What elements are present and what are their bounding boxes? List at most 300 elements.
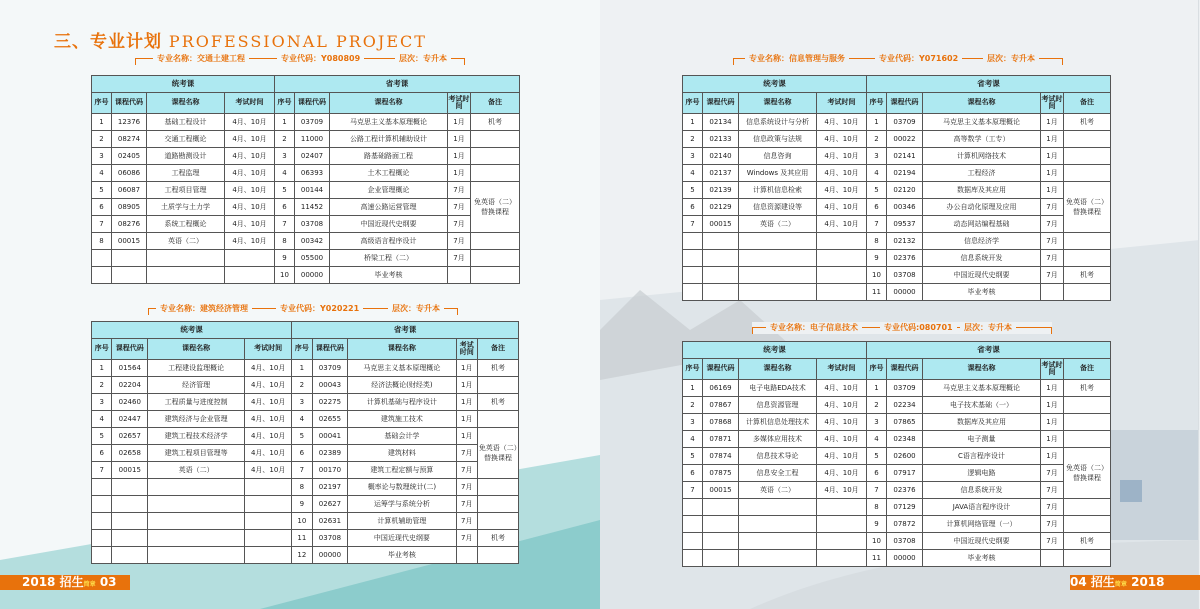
unified-header: 统考课 bbox=[683, 76, 867, 93]
provincial-cell: 土木工程概论 bbox=[330, 165, 448, 182]
footer-right-label: 招生 bbox=[1090, 575, 1115, 589]
note-cell bbox=[471, 148, 520, 165]
unified-cell: 07874 bbox=[703, 448, 739, 465]
unified-cell: 02405 bbox=[112, 148, 147, 165]
col-time: 考试时间 bbox=[245, 339, 292, 360]
unified-cell: 2 bbox=[92, 377, 112, 394]
unified-cell: 02460 bbox=[112, 394, 148, 411]
unified-cell: 02129 bbox=[703, 199, 739, 216]
provincial-cell: 电子技术基础（一） bbox=[923, 397, 1041, 414]
unified-cell: 01564 bbox=[112, 360, 148, 377]
note-cell bbox=[1064, 233, 1111, 250]
unified-cell: 工程项目管理 bbox=[147, 182, 225, 199]
table-row bbox=[683, 199, 1111, 216]
unified-cell: 02140 bbox=[703, 148, 739, 165]
table-row bbox=[92, 216, 520, 233]
table-row bbox=[683, 431, 1111, 448]
provincial-cell: 7月 bbox=[456, 445, 477, 462]
unified-cell bbox=[92, 547, 112, 564]
table-row bbox=[683, 250, 1111, 267]
provincial-cell: 11000 bbox=[295, 131, 330, 148]
unified-cell bbox=[703, 233, 739, 250]
provincial-cell: 02655 bbox=[312, 411, 348, 428]
unified-cell: 4月、10月 bbox=[225, 148, 275, 165]
unified-cell: 计算机信息检索 bbox=[739, 182, 817, 199]
provincial-cell: 9 bbox=[867, 516, 887, 533]
provincial-cell: 7月 bbox=[456, 462, 477, 479]
unified-cell: 英语（二） bbox=[147, 233, 225, 250]
footer-left bbox=[22, 575, 117, 592]
provincial-cell: 3 bbox=[867, 414, 887, 431]
col-note: 备注 bbox=[471, 93, 520, 114]
unified-header: 统考课 bbox=[92, 76, 275, 93]
note-cell bbox=[1064, 499, 1111, 516]
unified-header: 统考课 bbox=[92, 322, 292, 339]
table-row bbox=[92, 394, 519, 411]
unified-cell: 工程质量与进度控制 bbox=[148, 394, 245, 411]
table-row bbox=[683, 533, 1111, 550]
provincial-cell: JAVA语言程序设计 bbox=[923, 499, 1041, 516]
provincial-cell: 计算机辅助管理 bbox=[348, 513, 456, 530]
unified-cell: 02133 bbox=[703, 131, 739, 148]
plan-major-2: 专业名称：信息管理与服务 bbox=[745, 53, 849, 64]
unified-cell: 工程监理 bbox=[147, 165, 225, 182]
provincial-cell: 中国近现代史纲要 bbox=[923, 533, 1041, 550]
table-row bbox=[92, 445, 519, 462]
table-row bbox=[92, 479, 519, 496]
provincial-cell: 概率论与数理统计(二) bbox=[348, 479, 456, 496]
unified-cell bbox=[112, 479, 148, 496]
note-cell: 机考 bbox=[1064, 267, 1111, 284]
note-cell: 机考 bbox=[471, 114, 520, 131]
table-row bbox=[92, 250, 520, 267]
provincial-cell: 7月 bbox=[1041, 499, 1064, 516]
unified-cell bbox=[703, 550, 739, 567]
unified-cell: 00015 bbox=[703, 482, 739, 499]
unified-cell: 4月、10月 bbox=[817, 114, 867, 131]
note-cell bbox=[1064, 414, 1111, 431]
provincial-cell: 1月 bbox=[1041, 380, 1064, 397]
unified-cell bbox=[148, 513, 245, 530]
provincial-cell: 毕业考核 bbox=[923, 284, 1041, 301]
unified-cell bbox=[683, 284, 703, 301]
table-row bbox=[92, 114, 520, 131]
col-no: 序号 bbox=[867, 93, 887, 114]
unified-cell: 4月、10月 bbox=[225, 182, 275, 199]
table-row bbox=[683, 131, 1111, 148]
unified-cell bbox=[92, 479, 112, 496]
provincial-cell: 桥梁工程（二） bbox=[330, 250, 448, 267]
provincial-cell: 1 bbox=[867, 380, 887, 397]
provincial-cell: 7月 bbox=[456, 496, 477, 513]
unified-cell bbox=[739, 550, 817, 567]
provincial-cell: 数据库及其应用 bbox=[923, 182, 1041, 199]
provincial-cell: 02120 bbox=[887, 182, 923, 199]
note-cell bbox=[1064, 550, 1111, 567]
provincial-cell: 毕业考核 bbox=[330, 267, 448, 284]
col-code: 课程代码 bbox=[887, 93, 923, 114]
plan-table-0 bbox=[91, 75, 520, 284]
provincial-cell: 10 bbox=[867, 533, 887, 550]
provincial-cell: 马克思主义基本原理概论 bbox=[923, 114, 1041, 131]
unified-cell: 12376 bbox=[112, 114, 147, 131]
provincial-cell: 7月 bbox=[456, 513, 477, 530]
unified-cell bbox=[739, 516, 817, 533]
note-cell bbox=[1064, 516, 1111, 533]
unified-cell: 英语（二） bbox=[148, 462, 245, 479]
unified-cell: 信息资源管理 bbox=[739, 397, 817, 414]
unified-cell: 4月、10月 bbox=[245, 394, 292, 411]
provincial-cell: 1月 bbox=[448, 131, 471, 148]
provincial-cell: 毕业考核 bbox=[923, 550, 1041, 567]
col-note: 备注 bbox=[1064, 359, 1111, 380]
unified-cell: 计算机信息处理技术 bbox=[739, 414, 817, 431]
provincial-cell: 03709 bbox=[887, 114, 923, 131]
provincial-cell: 2 bbox=[292, 377, 312, 394]
provincial-cell: 11 bbox=[867, 284, 887, 301]
unified-cell: 2 bbox=[92, 131, 112, 148]
provincial-cell: 建筑材料 bbox=[348, 445, 456, 462]
unified-cell bbox=[225, 267, 275, 284]
provincial-cell: 2 bbox=[867, 397, 887, 414]
note-cell bbox=[478, 496, 519, 513]
unified-cell bbox=[92, 267, 112, 284]
provincial-cell: 00144 bbox=[295, 182, 330, 199]
unified-cell: 4 bbox=[92, 165, 112, 182]
unified-cell: 2 bbox=[683, 397, 703, 414]
unified-cell: 3 bbox=[683, 148, 703, 165]
provincial-cell: 3 bbox=[867, 148, 887, 165]
table-row bbox=[683, 550, 1111, 567]
footer-right-sub: 简章 bbox=[1114, 581, 1127, 588]
unified-cell: 02137 bbox=[703, 165, 739, 182]
unified-cell: 建筑经济与企业管理 bbox=[148, 411, 245, 428]
heading-title: 专业计划 bbox=[90, 32, 162, 52]
provincial-cell: 8 bbox=[867, 499, 887, 516]
provincial-cell: 9 bbox=[275, 250, 295, 267]
col-name: 课程名称 bbox=[148, 339, 245, 360]
provincial-cell: 高等数学（工专） bbox=[923, 131, 1041, 148]
provincial-cell: 1月 bbox=[456, 428, 477, 445]
unified-cell: 信息安全工程 bbox=[739, 465, 817, 482]
provincial-cell: 5 bbox=[292, 428, 312, 445]
unified-cell: 00015 bbox=[703, 216, 739, 233]
unified-cell bbox=[245, 547, 292, 564]
col-exam-time: 考试时间 bbox=[456, 339, 477, 360]
unified-cell bbox=[112, 267, 147, 284]
unified-cell bbox=[703, 284, 739, 301]
provincial-cell: 4 bbox=[275, 165, 295, 182]
col-no: 序号 bbox=[867, 359, 887, 380]
provincial-cell: 02348 bbox=[887, 431, 923, 448]
heading-number: 三、 bbox=[54, 32, 90, 52]
plan-level-1: 层次：专升本 bbox=[388, 303, 444, 314]
provincial-cell: 3 bbox=[275, 148, 295, 165]
col-no: 序号 bbox=[683, 359, 703, 380]
provincial-cell: 1月 bbox=[456, 394, 477, 411]
note-cell: 机考 bbox=[1064, 380, 1111, 397]
col-code: 课程代码 bbox=[703, 93, 739, 114]
table-row bbox=[683, 482, 1111, 499]
table-row bbox=[92, 360, 519, 377]
provincial-cell: 9 bbox=[292, 496, 312, 513]
unified-cell bbox=[683, 516, 703, 533]
unified-cell: 系统工程概论 bbox=[147, 216, 225, 233]
provincial-cell: 中国近现代史纲要 bbox=[348, 530, 456, 547]
plan-info-line-3 bbox=[752, 322, 1052, 334]
unified-cell: 4月、10月 bbox=[245, 462, 292, 479]
table-row bbox=[92, 377, 519, 394]
unified-cell: 02447 bbox=[112, 411, 148, 428]
unified-cell bbox=[739, 533, 817, 550]
provincial-cell: 1月 bbox=[1041, 182, 1064, 199]
provincial-cell: 7月 bbox=[1041, 267, 1064, 284]
provincial-cell: 7月 bbox=[456, 530, 477, 547]
provincial-cell: 7 bbox=[867, 482, 887, 499]
unified-cell bbox=[739, 250, 817, 267]
provincial-cell: 动态网站编程基础 bbox=[923, 216, 1041, 233]
provincial-cell: 7月 bbox=[1041, 250, 1064, 267]
unified-cell bbox=[683, 499, 703, 516]
provincial-cell: 数据库及其应用 bbox=[923, 414, 1041, 431]
unified-cell: 3 bbox=[683, 414, 703, 431]
provincial-header: 省考课 bbox=[275, 76, 520, 93]
col-note: 备注 bbox=[1064, 93, 1111, 114]
table-row bbox=[683, 380, 1111, 397]
provincial-cell: 中国近现代史纲要 bbox=[330, 216, 448, 233]
unified-cell: 8 bbox=[92, 233, 112, 250]
unified-cell bbox=[703, 267, 739, 284]
col-exam-time: 考试时间 bbox=[1041, 359, 1064, 380]
note-cell bbox=[1064, 431, 1111, 448]
unified-cell: 02204 bbox=[112, 377, 148, 394]
note-cell bbox=[471, 131, 520, 148]
provincial-cell: 02194 bbox=[887, 165, 923, 182]
unified-cell bbox=[112, 513, 148, 530]
unified-cell: 6 bbox=[683, 465, 703, 482]
unified-cell: 经济管理 bbox=[148, 377, 245, 394]
provincial-cell: 计算机网络管理（一） bbox=[923, 516, 1041, 533]
provincial-cell: 路基础路面工程 bbox=[330, 148, 448, 165]
provincial-cell: 02376 bbox=[887, 250, 923, 267]
unified-cell: 4月、10月 bbox=[245, 445, 292, 462]
footer-left-year: 2018 bbox=[22, 575, 56, 589]
provincial-cell: 6 bbox=[867, 199, 887, 216]
table-row bbox=[92, 428, 519, 445]
unified-cell: 4月、10月 bbox=[817, 216, 867, 233]
provincial-cell: 9 bbox=[867, 250, 887, 267]
provincial-cell: 逻辑电路 bbox=[923, 465, 1041, 482]
table-row bbox=[683, 182, 1111, 199]
footer-right-year: 2018 bbox=[1131, 575, 1165, 589]
unified-cell bbox=[683, 250, 703, 267]
plan-major-0: 专业名称：交通土建工程 bbox=[153, 53, 249, 64]
table-row bbox=[92, 182, 520, 199]
table-row bbox=[683, 216, 1111, 233]
provincial-cell: 1月 bbox=[1041, 114, 1064, 131]
unified-cell: 4月、10月 bbox=[225, 165, 275, 182]
provincial-cell: 03709 bbox=[887, 380, 923, 397]
unified-cell: 1 bbox=[92, 114, 112, 131]
provincial-header: 省考课 bbox=[867, 76, 1111, 93]
provincial-cell: 00043 bbox=[312, 377, 348, 394]
table-row bbox=[683, 165, 1111, 182]
exempt-note: 免英语（二）替换课程 bbox=[478, 428, 519, 479]
unified-cell bbox=[703, 499, 739, 516]
provincial-cell: 1月 bbox=[456, 411, 477, 428]
table-row bbox=[92, 165, 520, 182]
provincial-cell: 00022 bbox=[887, 131, 923, 148]
unified-cell bbox=[739, 267, 817, 284]
unified-cell: 02657 bbox=[112, 428, 148, 445]
provincial-cell: 1月 bbox=[1041, 448, 1064, 465]
unified-cell bbox=[225, 250, 275, 267]
unified-cell: 土质学与土力学 bbox=[147, 199, 225, 216]
provincial-cell: 1月 bbox=[1041, 431, 1064, 448]
provincial-cell: 建筑工程定额与预算 bbox=[348, 462, 456, 479]
unified-cell bbox=[703, 516, 739, 533]
unified-cell: 1 bbox=[92, 360, 112, 377]
unified-cell: 00015 bbox=[112, 462, 148, 479]
provincial-cell: 02141 bbox=[887, 148, 923, 165]
provincial-cell: 办公自动化原理及应用 bbox=[923, 199, 1041, 216]
unified-cell: 4月、10月 bbox=[225, 114, 275, 131]
note-cell bbox=[478, 547, 519, 564]
unified-cell: 6 bbox=[683, 199, 703, 216]
provincial-cell: 00000 bbox=[295, 267, 330, 284]
unified-cell: 建筑工程技术经济学 bbox=[148, 428, 245, 445]
unified-cell bbox=[817, 250, 867, 267]
unified-cell: 5 bbox=[683, 448, 703, 465]
provincial-cell bbox=[1041, 550, 1064, 567]
unified-cell bbox=[112, 496, 148, 513]
note-cell bbox=[471, 233, 520, 250]
table-row bbox=[683, 397, 1111, 414]
plan-level-0: 层次：专升本 bbox=[395, 53, 451, 64]
provincial-cell: 7月 bbox=[1041, 233, 1064, 250]
provincial-cell: 2 bbox=[275, 131, 295, 148]
col-time: 考试时间 bbox=[817, 93, 867, 114]
unified-cell bbox=[112, 530, 148, 547]
provincial-cell: 11452 bbox=[295, 199, 330, 216]
plan-info-line-1 bbox=[148, 303, 458, 315]
provincial-cell: 计算机基础与程序设计 bbox=[348, 394, 456, 411]
unified-cell bbox=[92, 530, 112, 547]
table-row bbox=[92, 267, 520, 284]
provincial-cell: 8 bbox=[292, 479, 312, 496]
note-cell bbox=[471, 165, 520, 182]
exempt-note: 免英语（二）替换课程 bbox=[1064, 182, 1111, 233]
unified-cell: 4月、10月 bbox=[817, 165, 867, 182]
note-cell bbox=[1064, 131, 1111, 148]
unified-cell bbox=[148, 530, 245, 547]
table-row bbox=[683, 499, 1111, 516]
provincial-cell: 7月 bbox=[1041, 199, 1064, 216]
provincial-cell: 马克思主义基本原理概论 bbox=[923, 380, 1041, 397]
unified-cell bbox=[817, 533, 867, 550]
provincial-cell: 02600 bbox=[887, 448, 923, 465]
provincial-cell: 6 bbox=[292, 445, 312, 462]
provincial-header: 省考课 bbox=[867, 342, 1111, 359]
col-exam-time: 考试时间 bbox=[1041, 93, 1064, 114]
unified-cell bbox=[112, 547, 148, 564]
note-cell bbox=[1064, 165, 1111, 182]
table-row bbox=[92, 513, 519, 530]
unified-cell: 信息技术导论 bbox=[739, 448, 817, 465]
unified-cell: 4月、10月 bbox=[817, 431, 867, 448]
note-cell bbox=[1064, 148, 1111, 165]
unified-cell: 6 bbox=[92, 199, 112, 216]
provincial-cell: 2 bbox=[867, 131, 887, 148]
table-row bbox=[683, 267, 1111, 284]
provincial-cell: 02389 bbox=[312, 445, 348, 462]
exempt-note: 免英语（二）替换课程 bbox=[1064, 448, 1111, 499]
exempt-note: 免英语（二）替换课程 bbox=[471, 182, 520, 233]
provincial-cell: 10 bbox=[275, 267, 295, 284]
provincial-cell: 03708 bbox=[295, 216, 330, 233]
unified-cell: 1 bbox=[683, 114, 703, 131]
unified-cell: 07875 bbox=[703, 465, 739, 482]
provincial-cell: 4 bbox=[867, 431, 887, 448]
provincial-cell: 7月 bbox=[1041, 533, 1064, 550]
table-row bbox=[92, 131, 520, 148]
unified-cell bbox=[703, 533, 739, 550]
provincial-cell: 建筑施工技术 bbox=[348, 411, 456, 428]
provincial-cell: 11 bbox=[292, 530, 312, 547]
provincial-cell: 6 bbox=[867, 465, 887, 482]
plan-info-line-0 bbox=[135, 53, 465, 65]
plan-major-1: 专业名称：建筑经济管理 bbox=[156, 303, 252, 314]
provincial-cell: 1 bbox=[867, 114, 887, 131]
unified-cell: 08274 bbox=[112, 131, 147, 148]
unified-cell: 电子电路EDA技术 bbox=[739, 380, 817, 397]
unified-cell: 06087 bbox=[112, 182, 147, 199]
unified-cell bbox=[148, 496, 245, 513]
provincial-cell: 毕业考核 bbox=[348, 547, 456, 564]
unified-cell bbox=[92, 250, 112, 267]
col-code: 课程代码 bbox=[295, 93, 330, 114]
plan-level-2: 层次：专升本 bbox=[983, 53, 1039, 64]
unified-cell: 基础工程设计 bbox=[147, 114, 225, 131]
provincial-cell: 1 bbox=[275, 114, 295, 131]
unified-cell: 4月、10月 bbox=[225, 233, 275, 250]
provincial-cell: 运筹学与系统分析 bbox=[348, 496, 456, 513]
provincial-cell: 7月 bbox=[448, 233, 471, 250]
provincial-cell: C语言程序设计 bbox=[923, 448, 1041, 465]
table-row bbox=[92, 411, 519, 428]
col-code: 课程代码 bbox=[112, 339, 148, 360]
provincial-cell: 8 bbox=[275, 233, 295, 250]
note-cell: 机考 bbox=[1064, 533, 1111, 550]
table-row bbox=[683, 414, 1111, 431]
note-cell bbox=[471, 250, 520, 267]
table-row bbox=[92, 148, 520, 165]
provincial-cell: 02197 bbox=[312, 479, 348, 496]
provincial-cell: 09537 bbox=[887, 216, 923, 233]
note-cell bbox=[1064, 284, 1111, 301]
unified-cell bbox=[739, 499, 817, 516]
note-cell bbox=[1064, 250, 1111, 267]
provincial-cell: 公路工程计算机辅助设计 bbox=[330, 131, 448, 148]
unified-cell bbox=[245, 513, 292, 530]
col-exam-time: 考试时间 bbox=[448, 93, 471, 114]
note-cell: 机考 bbox=[478, 394, 519, 411]
note-cell bbox=[478, 377, 519, 394]
provincial-cell: 1月 bbox=[1041, 148, 1064, 165]
unified-cell: 信息资源建设等 bbox=[739, 199, 817, 216]
unified-cell: 建筑工程项目管理等 bbox=[148, 445, 245, 462]
col-name: 课程名称 bbox=[147, 93, 225, 114]
